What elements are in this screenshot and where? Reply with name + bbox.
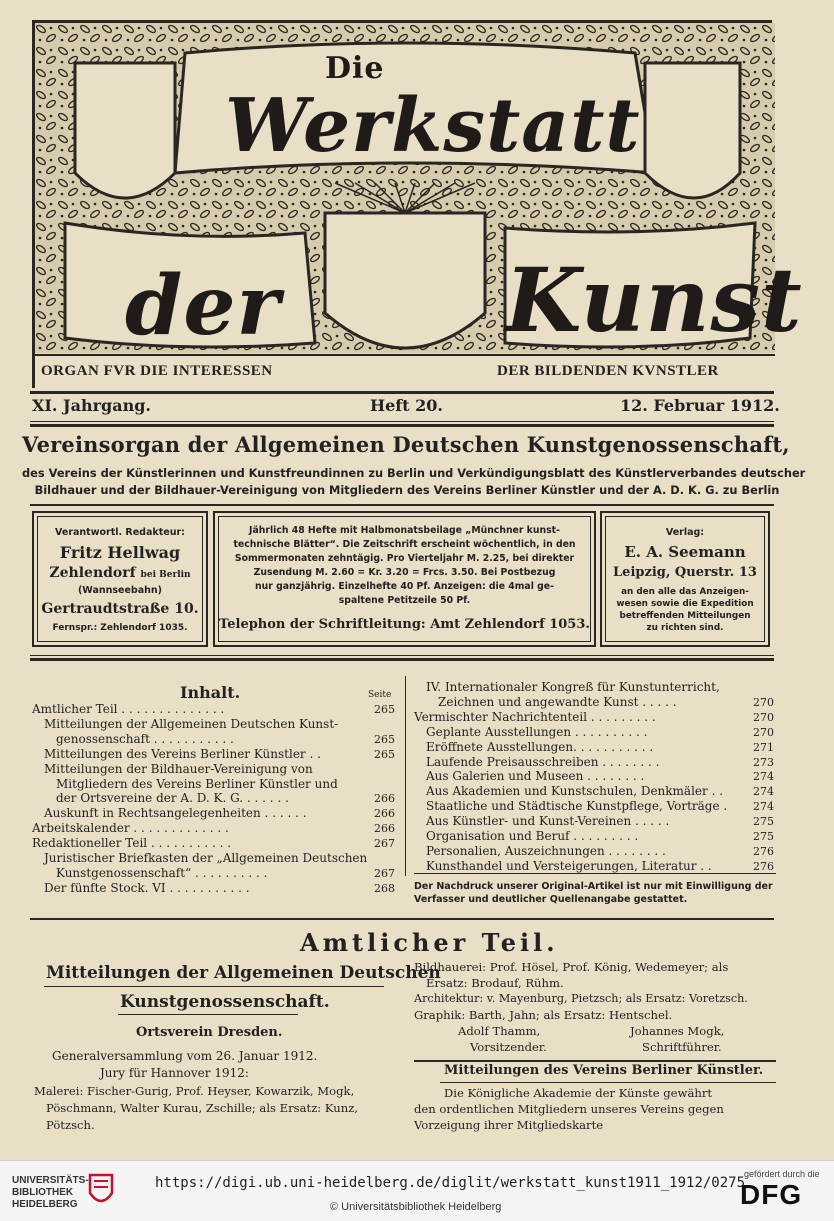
subscription-line-3: Sommermonaten zehntägig. Pro Vierteljahr M. 2.25, bei direkter: [234, 553, 575, 564]
toc-entry: Vermischter Nachrichtenteil . . . . . . . . .: [414, 709, 656, 724]
vereins-subtitle-2: Bildhauer und der Bildhauer-Vereinigung von Mitgliedern des Vereins Berliner Künstler und der A. D. K. G. zu Berlin: [34, 483, 780, 497]
toc-entry: Personalien, Auszeichnungen . . . . . . . .: [426, 843, 666, 858]
vereins-title: Vereinsorgan der Allgemeinen Deutschen Kunstgenossenschaft,: [22, 432, 790, 457]
masthead-die: Die: [325, 51, 385, 86]
copyright-text: © Universitätsbibliothek Heidelberg: [330, 1201, 502, 1213]
toc-page-number: 265: [374, 732, 395, 746]
toc-entry: IV. Internationaler Kongreß für Kunstunterricht,: [426, 680, 720, 694]
editorial-phone: Telephon der Schriftleitung: Amt Zehlendorf 1053.: [219, 617, 590, 632]
text-graphics: Graphik: Barth, Jahn; als Ersatz: Hentschel.: [414, 1008, 673, 1022]
toc-heading: Inhalt.: [180, 683, 241, 702]
rule: [44, 986, 384, 987]
toc-page-number: 274: [753, 770, 774, 784]
toc-entry: Aus Galerien und Museen . . . . . . . .: [426, 769, 645, 784]
masthead-subtitle-right: DER BILDENDEN KVNSTLER: [497, 363, 719, 379]
funding-label: gefördert durch die: [744, 1169, 820, 1179]
toc-page-number: 265: [374, 747, 395, 761]
toc-entry: Auskunft in Rechtsangelegenheiten . . . . . .: [44, 806, 307, 821]
heading-vbk: Mitteilungen des Vereins Berliner Künstler.: [444, 1063, 764, 1078]
toc-entry: Arbeitskalender . . . . . . . . . . . . .: [32, 821, 229, 836]
subscription-line-6: spaltene Petitzeile 50 Pf.: [338, 595, 471, 606]
editor-name: Fritz Hellwag: [59, 543, 181, 562]
toc-entry: der Ortsvereine der A. D. K. G. . . . . . .: [56, 791, 289, 806]
toc-entry: Zeichnen und angewandte Kunst . . . . .: [438, 694, 677, 709]
masthead-kunst: Kunst: [505, 248, 803, 352]
page-url-link[interactable]: https://digi.ub.uni-heidelberg.de/diglit/werkstatt_kunst1911_1912/0275: [155, 1175, 746, 1191]
rule: [414, 1060, 776, 1062]
rule: [414, 873, 776, 874]
toc-entry: Staatliche und Städtische Kunstpflege, Vorträge .: [426, 799, 728, 814]
toc-page-number: 270: [753, 710, 774, 724]
rule: [440, 1082, 776, 1083]
editor-box: [32, 511, 208, 647]
toc-page-number: 274: [753, 785, 774, 799]
rule: [30, 658, 774, 661]
subscription-line-5: nur ganzjährig. Einzelhefte 40 Pf. Anzeigen: die 4mal ge-: [255, 581, 554, 592]
publisher-note-3: betreffenden Mitteilungen: [619, 611, 751, 621]
toc-page-number: 267: [374, 866, 395, 880]
text-architecture: Architektur: v. Mayenburg, Pietzsch; als Ersatz: Voretzsch.: [414, 992, 748, 1005]
toc-entry: Aus Künstler- und Kunst-Vereinen . . . . .: [426, 814, 670, 829]
toc-page-number: 276: [753, 844, 774, 858]
toc-entry: Kunsthandel und Versteigerungen, Literatur . .: [426, 858, 712, 873]
library-crest-icon: [88, 1171, 114, 1211]
masthead-werkstatt: Werkstatt: [225, 83, 641, 169]
toc-page-number: 274: [753, 800, 774, 814]
viewer-footer: [0, 1160, 834, 1221]
library-logo-text[interactable]: UNIVERSITÄTS- BIBLIOTHEK HEIDELBERG: [12, 1175, 89, 1210]
text-academy-3: Vorzeigung ihrer Mitgliedskarte: [414, 1118, 604, 1132]
signature-chair-name: Adolf Thamm,: [458, 1024, 541, 1038]
toc-entry: genossenschaft . . . . . . . . . . .: [56, 731, 234, 746]
toc-page-number: 276: [753, 859, 774, 873]
text-academy-1: Die Königliche Akademie der Künste gewährt: [444, 1086, 713, 1100]
editor-label: Verantwortl. Redakteur:: [55, 527, 185, 538]
editor-phone: Fernspr.: Zehlendorf 1035.: [52, 623, 188, 633]
toc-entry: Geplante Ausstellungen . . . . . . . . . .: [426, 724, 648, 739]
rule: [30, 504, 774, 506]
text-sculpture-2: Ersatz: Brodauf, Rühm.: [426, 976, 564, 990]
column-divider: [405, 676, 406, 876]
toc-page-number: 270: [753, 695, 774, 709]
toc-entry: Aus Akademien und Kunstschulen, Denkmäler . .: [426, 784, 724, 799]
toc-page-number: 270: [753, 725, 774, 739]
text-general-meeting: Generalversammlung vom 26. Januar 1912.: [52, 1049, 318, 1063]
masthead-subtitle-left: ORGAN FVR DIE INTERESSEN: [41, 363, 273, 379]
toc-page-number: 271: [753, 740, 774, 754]
toc-page-number: 273: [753, 755, 774, 769]
dfg-logo[interactable]: DFG: [740, 1179, 803, 1210]
toc-entry: Mitteilungen der Allgemeinen Deutschen Kunst-: [44, 716, 339, 731]
publisher-address: Leipzig, Querstr. 13: [613, 565, 757, 580]
section-title: Amtlicher Teil.: [300, 928, 559, 957]
rule: [30, 918, 774, 920]
text-painting-2: Pöschmann, Walter Kurau, Zschille; als Ersatz: Kunz,: [46, 1101, 359, 1115]
toc-entry: Kunstgenossenschaft“ . . . . . . . . . .: [56, 865, 268, 880]
toc-entry: Amtlicher Teil . . . . . . . . . . . . . .: [32, 702, 225, 716]
publisher-note-2: wesen sowie die Expedition: [616, 599, 754, 609]
editor-railway: (Wannseebahn): [77, 585, 163, 596]
text-painting-3: Pötzsch.: [46, 1118, 95, 1132]
toc-page-number: 266: [374, 792, 395, 806]
editor-town: Zehlendorf bei Berlin: [49, 565, 191, 581]
publisher-box: [600, 511, 770, 647]
heading-adkg-2: Kunstgenossenschaft.: [120, 992, 330, 1012]
toc-seite-label: Seite: [368, 690, 392, 700]
text-academy-2: den ordentlichen Mitgliedern unseres Vereins gegen: [414, 1102, 724, 1116]
toc-entry: Redaktioneller Teil . . . . . . . . . . .: [32, 836, 232, 851]
issue-number: Heft 20.: [370, 396, 443, 415]
publisher-note-1: an den alle das Anzeigen-: [621, 587, 749, 597]
toc-entry: Mitteilungen der Bildhauer-Vereinigung von: [44, 761, 313, 776]
subscription-line-2: technische Blätter“. Die Zeitschrift erscheint wöchentlich, in den: [233, 539, 576, 550]
subscription-line-1: Jährlich 48 Hefte mit Halbmonatsbeilage „Münchner kunst-: [249, 525, 560, 536]
subscription-line-4: Zusendung M. 2.60 = Kr. 3.20 = Frcs. 3.50. Bei Postbezug: [253, 567, 556, 578]
toc-page-number: 267: [374, 837, 395, 851]
toc-entry: Juristischer Briefkasten der „Allgemeinen Deutschen: [44, 851, 368, 865]
publisher-note-4: zu richten sind.: [646, 623, 724, 633]
toc-page-number: 266: [374, 807, 395, 821]
rule: [30, 421, 774, 422]
issue-volume: XI. Jahrgang.: [32, 396, 151, 415]
rule: [30, 424, 774, 427]
toc-entry: Der fünfte Stock. VI . . . . . . . . . . .: [44, 880, 250, 895]
toc-entry: Eröffnete Ausstellungen. . . . . . . . . . .: [426, 739, 654, 754]
vereins-subtitle-1: des Vereins der Künstlerinnen und Kunstfreundinnen zu Berlin und Verkündigungsblatt des Künstlerverbandes deutscher: [22, 466, 806, 480]
text-sculpture-1: Bildhauerei: Prof. Hösel, Prof. König, Wedemeyer; als: [414, 960, 729, 974]
masthead: [32, 20, 803, 388]
text-painting-1: Malerei: Fischer-Gurig, Prof. Heyser, Kowarzik, Mogk,: [34, 1084, 355, 1098]
publisher-name: E. A. Seemann: [624, 543, 746, 561]
toc-page-number: 275: [753, 830, 774, 843]
reprint-notice: Der Nachdruck unserer Original-Artikel ist nur mit Einwilligung der Verfasser und deutlicher Quellenangabe gestattet.: [414, 881, 773, 905]
toc-entry: Organisation und Beruf . . . . . . . . .: [426, 829, 639, 843]
toc-page-number: 265: [374, 703, 395, 716]
toc-page-number: 275: [753, 815, 774, 829]
heading-dresden: Ortsverein Dresden.: [136, 1025, 283, 1040]
rule: [30, 655, 774, 656]
toc-entry: Laufende Preisausschreiben . . . . . . . .: [426, 754, 660, 769]
issue-date: 12. Februar 1912.: [620, 396, 780, 415]
publisher-label: Verlag:: [665, 527, 705, 538]
rule: [30, 391, 774, 394]
toc-entry: Mitteilungen des Vereins Berliner Künstler . .: [44, 746, 321, 761]
text-jury: Jury für Hannover 1912:: [100, 1066, 249, 1080]
heading-adkg-1: Mitteilungen der Allgemeinen Deutschen: [46, 963, 441, 983]
masthead-der: der: [125, 258, 281, 354]
rule: [118, 1014, 298, 1015]
toc-page-number: 268: [374, 881, 395, 895]
signature-secretary-name: Johannes Mogk,: [630, 1024, 725, 1038]
subscription-box: [213, 511, 596, 647]
signature-chair-title: Vorsitzender.: [470, 1040, 547, 1054]
editor-street: Gertraudtstraße 10.: [41, 601, 199, 617]
toc-entry: Mitgliedern des Vereins Berliner Künstler und: [56, 776, 338, 791]
signature-secretary-title: Schriftführer.: [642, 1040, 722, 1054]
issue-line: [30, 396, 780, 418]
toc-page-number: 266: [374, 822, 395, 836]
